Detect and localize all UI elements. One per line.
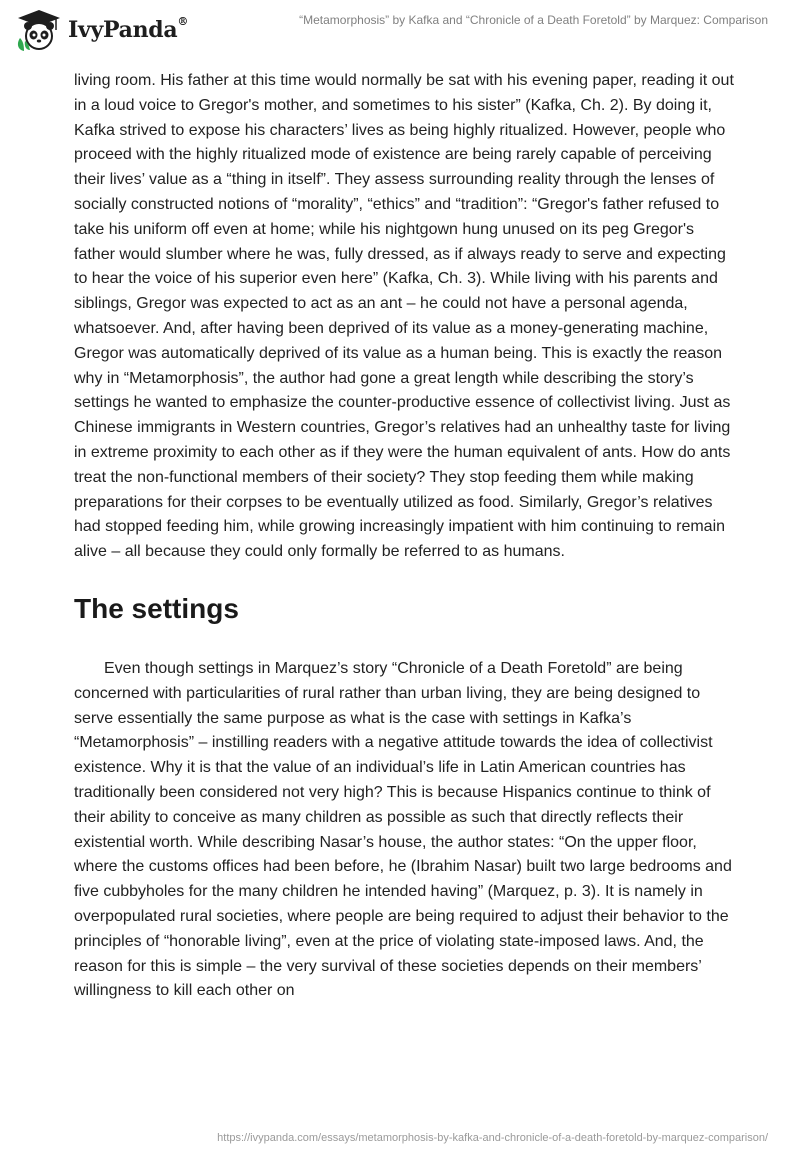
body-paragraph-2: Even though settings in Marquez’s story “Chronicle of a Death Foretold” are being concerned with particularities of rural rather than urban living, they are being designed to serve essentially the same purpose as what is the case with settings in Kafka’s “Metamorphosis” – instilling readers with a negative attitude towards the idea of collectivist existence. Why it is that the value of an individual’s life in Latin American countries has traditionally been considered not very high? This is because Hispanics continue to think of their ability to conceive as many children as possible as such that directly reflects their existential worth. While describing Nasar’s house, the author states: “On the upper floor, where the customs offices had been before, he (Ibrahim Nasar) built two large bedrooms and five cubbyholes for the many children he intended having” (Marquez, p. 3). It is namely in overpopulated rural societies, where people are being required to adjust their behavior to the principles of “honorable living”, even at the price of violating state-imposed laws. And, the reason for this is simple – the very survival of these societies depends on their members’ willingness to kill each other on [74, 659, 732, 1000]
page-header [0, 0, 800, 60]
section-heading: The settings [74, 592, 239, 624]
brand-name: IvyPanda® [68, 15, 189, 43]
document-title: “Metamorphosis” by Kafka and “Chronicle of a Death Foretold” by Marquez: Comparison [299, 13, 768, 27]
panda-graduate-icon [16, 8, 62, 52]
source-url[interactable]: https://ivypanda.com/essays/metamorphosis-by-kafka-and-chronicle-of-a-death-foretold-by-marquez-comparison/ [217, 1132, 768, 1144]
registered-mark: ® [177, 15, 189, 28]
body-paragraph-1: living room. His father at this time would normally be sat with his evening paper, reading it out in a loud voice to Gregor's mother, and sometimes to his sister” (Kafka, Ch. 2). By doing it, Kafka strived to expose his characters’ lives as being highly ritualized. However, people who proceed with the highly ritualized mode of existence are being rarely capable of perceiving their lives’ value as a “thing in itself”. They assess surrounding reality through the lenses of socially constructed notions of “morality”, “ethics” and “tradition”: “Gregor's father refused to take his uniform off even at home; while his nightgown hung unused on its peg Gregor's father would slumber where he was, fully dressed, as if always ready to serve and expecting to hear the voice of his superior even here” (Kafka, Ch. 3). While living with his parents and siblings, Gregor was expected to act as an ant – he could not have a personal agenda, whatsoever. And, after having been deprived of its value as a money-generating machine, Gregor was automatically deprived of its value as a human being. This is exactly the reason why in “Metamorphosis”, the author had gone a great length while describing the story’s settings he wanted to emphasize the counter-productive essence of collectivist living. Just as Chinese immigrants in Western countries, Gregor’s relatives had an unhealthy taste for living in extreme proximity to each other as if they were the human equivalent of ants. How do ants treat the non-functional members of their society? They stop feeding them while making preparations for their corpses to be eventually utilized as food. Similarly, Gregor’s relatives had stopped feeding him, while growing increasingly impatient with him continuing to remain alive – all because they could only formally be referred to as humans. [74, 72, 734, 561]
ivypanda-logo[interactable] [16, 8, 188, 52]
essay-body [74, 69, 734, 1004]
